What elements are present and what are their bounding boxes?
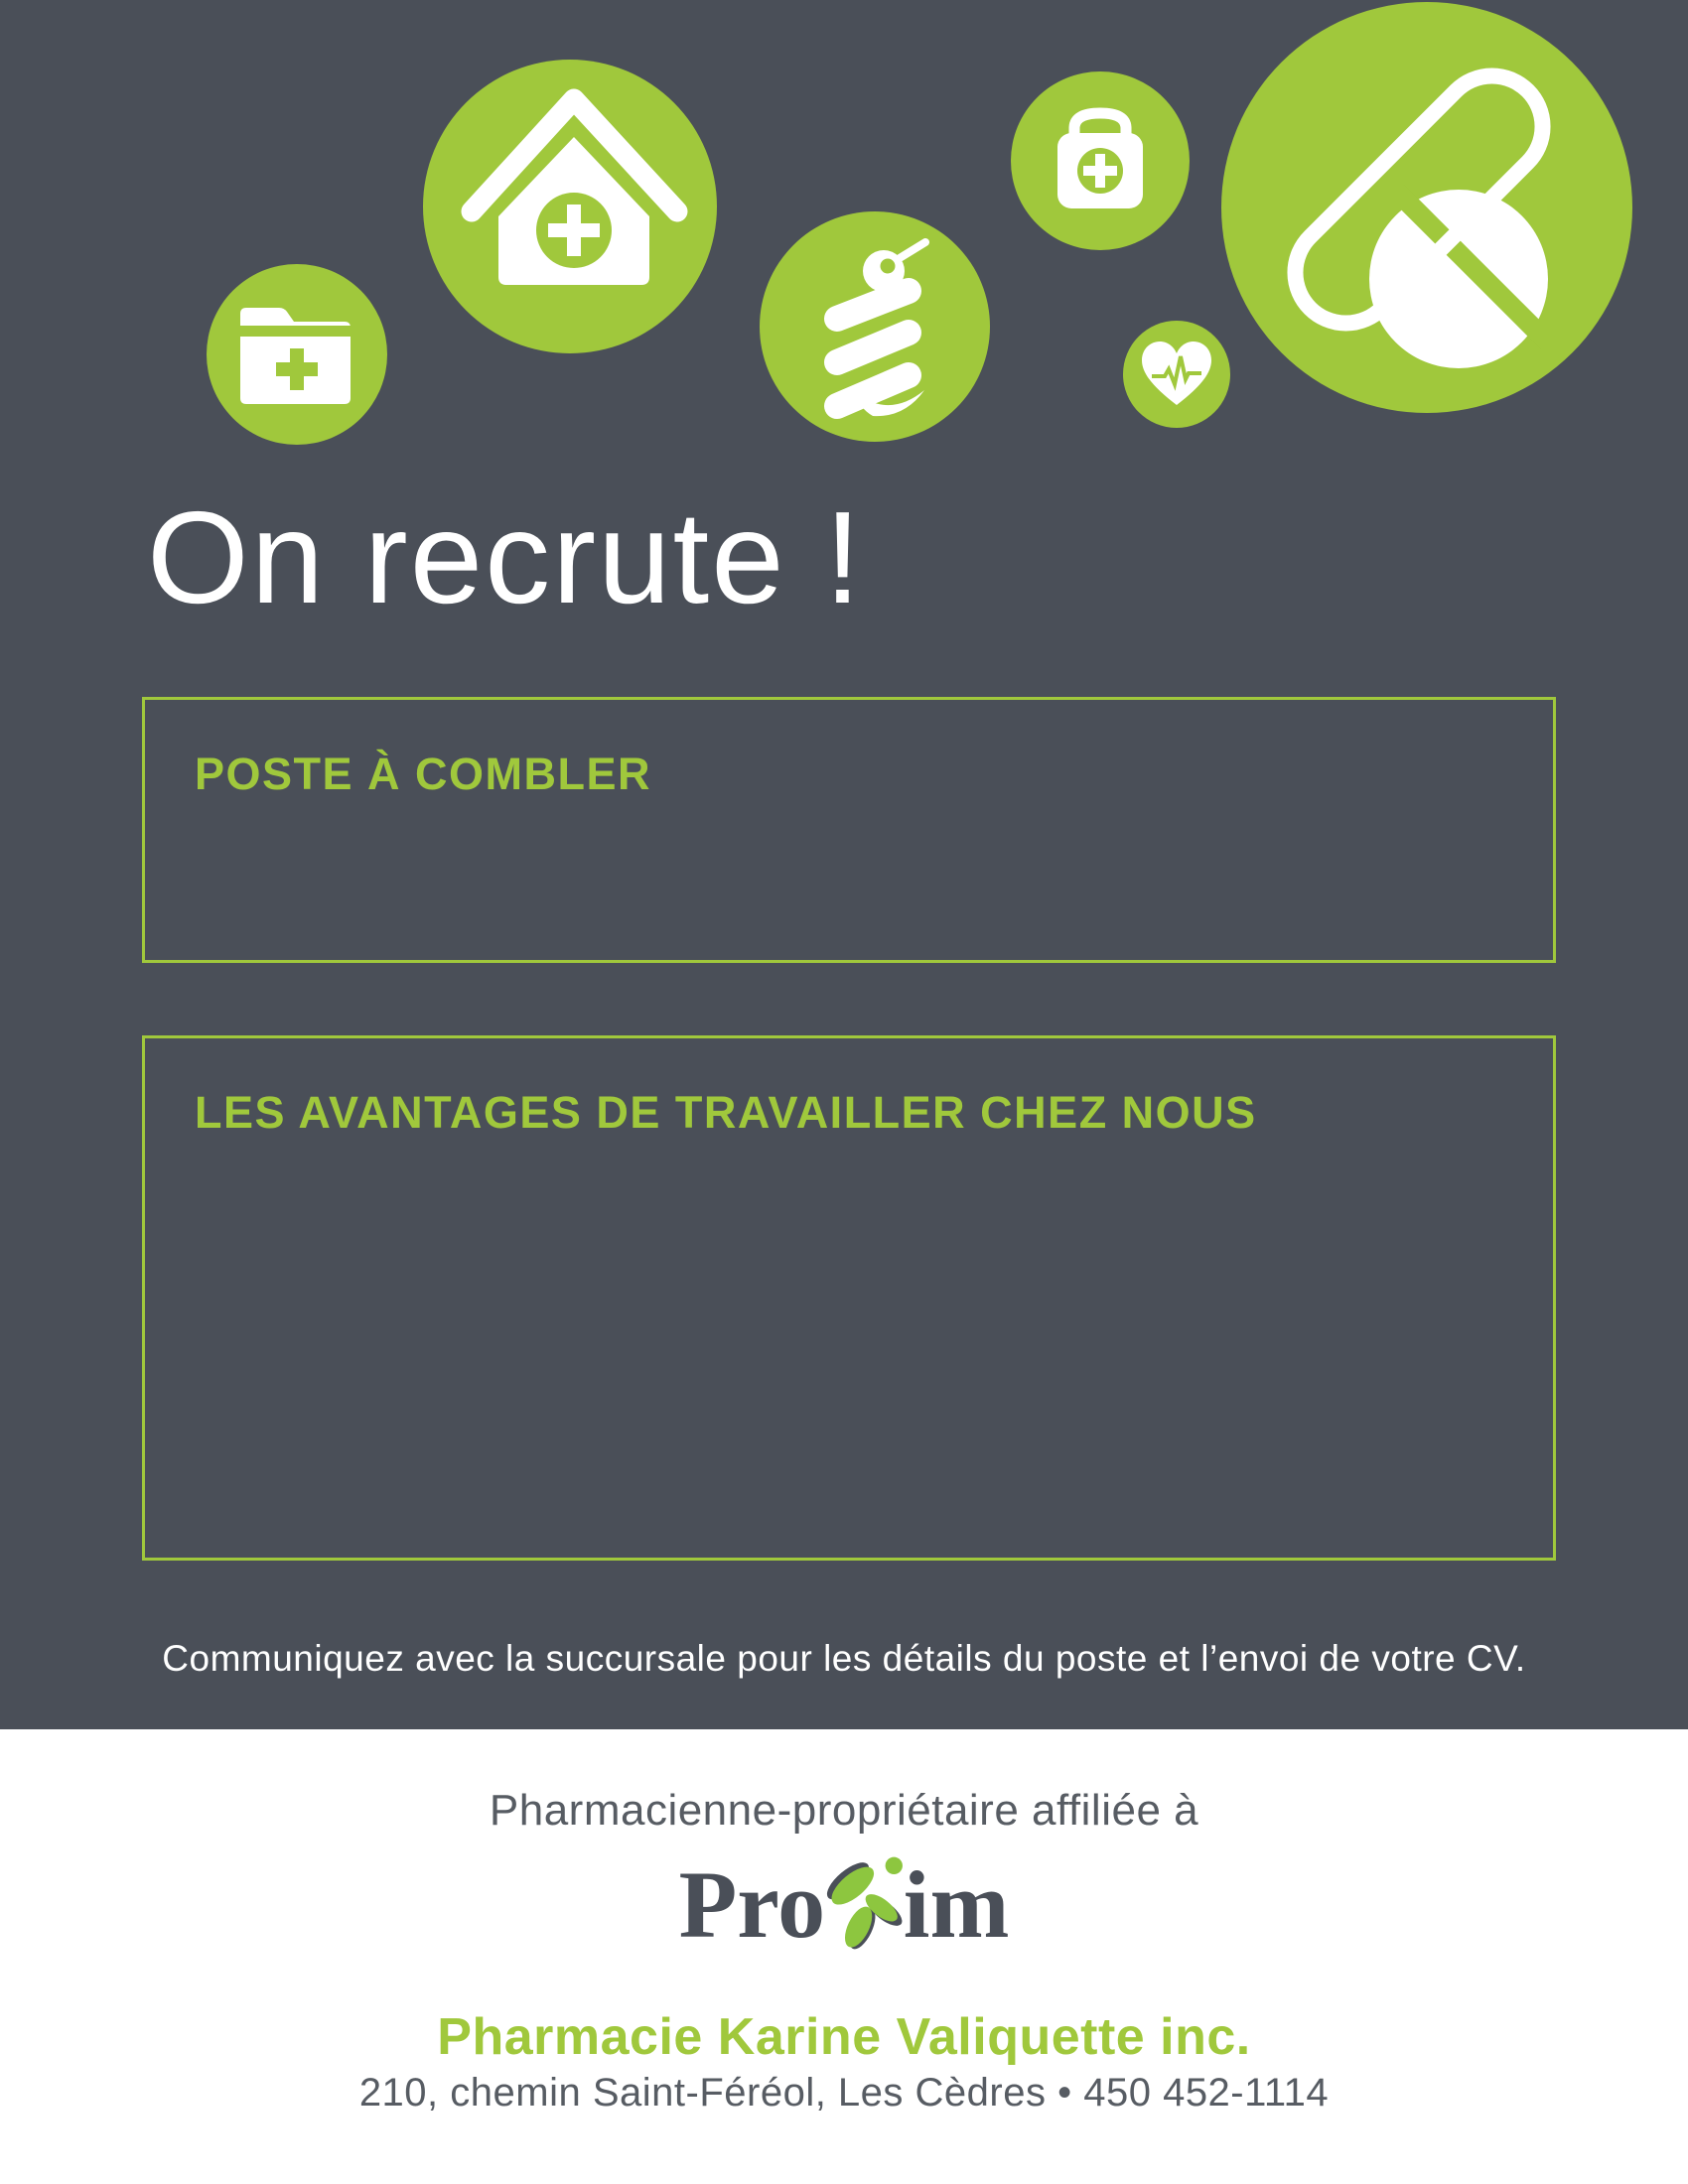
proxim-logo-text-pre: Pro — [678, 1851, 826, 1958]
proxim-logo — [0, 1848, 1688, 1962]
capsule-and-tablet-icon — [1220, 1, 1633, 414]
position-box — [142, 697, 1556, 963]
benefits-box-heading: LES AVANTAGES DE TRAVAILLER CHEZ NOUS — [195, 1087, 1257, 1138]
medical-house-icon — [423, 60, 717, 353]
benefits-box — [142, 1035, 1556, 1561]
medical-folder-icon — [207, 264, 387, 445]
page-title: On recrute ! — [147, 484, 863, 630]
affiliation-text: Pharmacienne-propriétaire affiliée à — [489, 1786, 1199, 1835]
rod-of-asclepius-icon — [760, 211, 990, 442]
pharmacy-name: Pharmacie Karine Valiquette inc. — [437, 2008, 1251, 2066]
heartbeat-heart-icon — [1123, 321, 1230, 428]
proxim-logo-text-post: im — [903, 1851, 1010, 1958]
contact-note: Communiquez avec la succursale pour les détails du poste et l’envoi de votre CV. — [162, 1638, 1526, 1679]
proxim-logo-leaf-x-icon — [821, 1848, 910, 1956]
position-box-heading: POSTE À COMBLER — [195, 749, 652, 799]
address-line: 210, chemin Saint-Féréol, Les Cèdres • 450 452-1114 — [358, 2071, 1330, 2115]
first-aid-kit-icon — [1011, 71, 1190, 250]
